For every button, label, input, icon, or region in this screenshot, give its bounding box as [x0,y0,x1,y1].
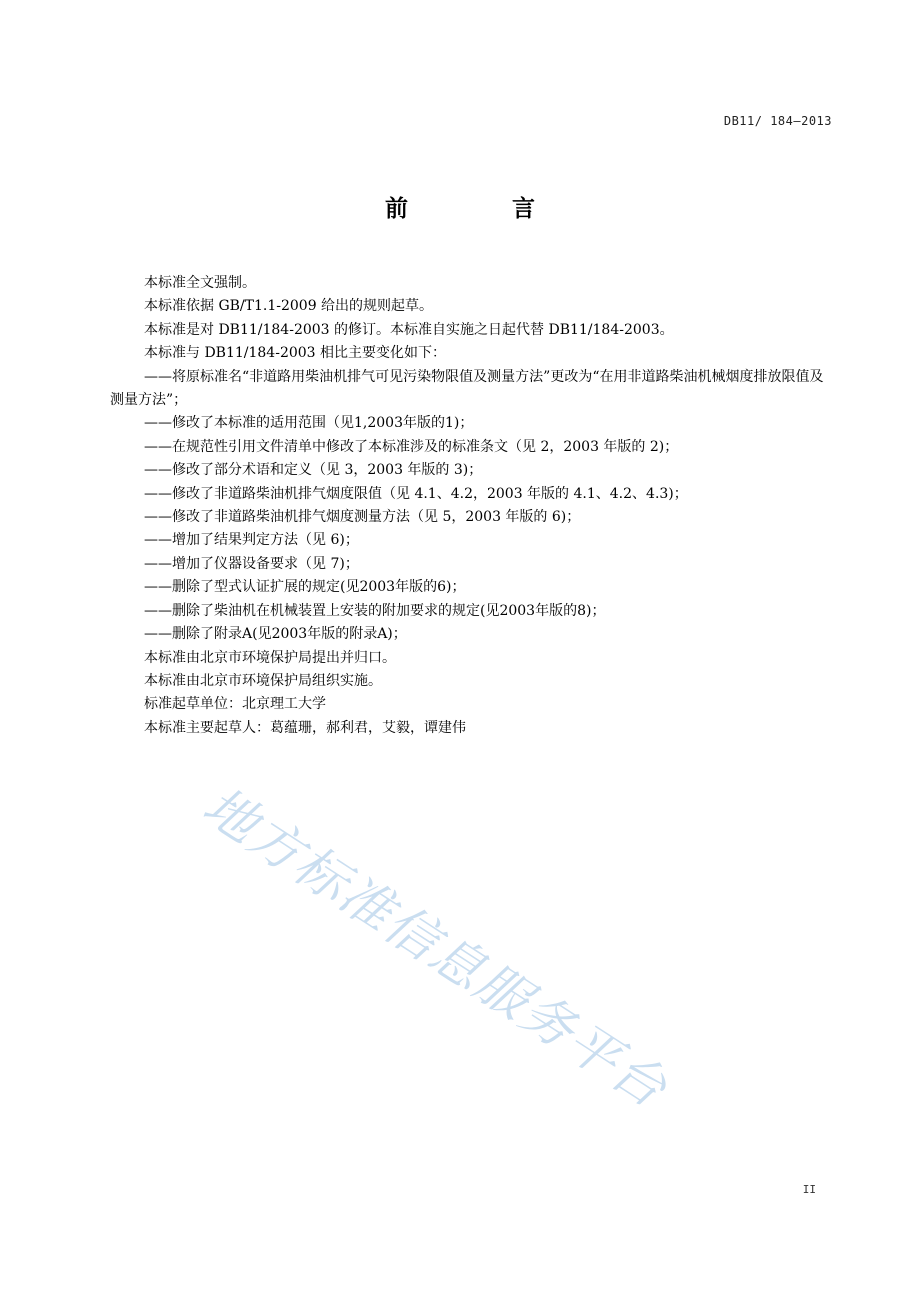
paragraph: 本标准是对 DB11/184-2003 的修订。本标准自实施之日起代替 DB11/184-2003。 [144,321,674,338]
change-item: ——修改了本标准的适用范围（见1,2003年版的1)； [144,415,474,432]
watermark: 地方标准信息服务平台 [192,775,678,1121]
change-item: ——在规范性引用文件清单中修改了本标准涉及的标准条文（见 2，2003 年版的 2)； [144,438,679,455]
drafters: 本标准主要起草人：葛蕴珊，郝利君，艾毅，谭建伟 [144,719,466,736]
paragraph: 本标准由北京市环境保护局组织实施。 [144,672,382,689]
change-item: ——删除了附录A(见2003年版的附录A)； [144,626,407,643]
page-title: 前 言 [384,196,583,222]
change-item: ——删除了型式认证扩展的规定(见2003年版的6)； [144,579,466,596]
drafting-unit: 标准起草单位：北京理工大学 [144,696,326,713]
paragraph: 本标准依据 GB/T1.1-2009 给出的规则起草。 [144,298,434,315]
paragraph: 本标准由北京市环境保护局提出并归口。 [144,649,396,666]
page-number: II [802,1183,816,1196]
foreword-body [110,272,835,740]
change-item: ——将原标准名“非道路用柴油机排气可见污染物限值及测量方法”更改为“在用非道路柴油机械烟度排放限值及测量方法”； [110,368,824,409]
change-item: ——删除了柴油机在机械装置上安装的附加要求的规定(见2003年版的8)； [144,602,606,619]
paragraph: 本标准全文强制。 [144,275,256,291]
change-item: ——修改了非道路柴油机排气烟度限值（见 4.1、4.2，2003 年版的 4.1、4.2、4.3)； [144,485,688,502]
change-item: ——修改了非道路柴油机排气烟度测量方法（见 5，2003 年版的 6)； [144,509,581,526]
change-item: ——增加了仪器设备要求（见 7)； [144,555,359,572]
change-item: ——修改了部分术语和定义（见 3，2003 年版的 3)； [144,462,483,479]
paragraph: 本标准与 DB11/184-2003 相比主要变化如下： [144,345,447,362]
change-item: ——增加了结果判定方法（见 6)； [144,532,359,549]
document-code: DB11/ 184—2013 [723,114,832,128]
